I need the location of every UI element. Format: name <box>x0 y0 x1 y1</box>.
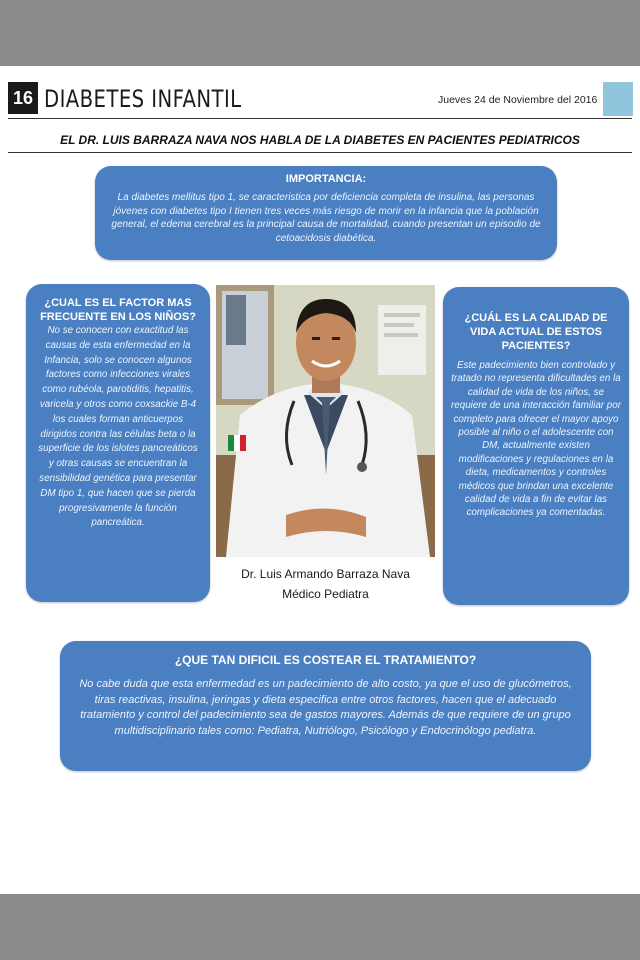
caption-role: Médico Pediatra <box>282 587 369 601</box>
costo-title: ¿QUE TAN DIFICIL ES COSTEAR EL TRATAMIENTO? <box>174 653 477 667</box>
section-title: DIABETES INFANTIL <box>44 85 242 113</box>
header-color-block <box>603 82 633 116</box>
importancia-box <box>95 166 557 260</box>
issue-date: Jueves 24 de Noviembre del 2016 <box>438 94 598 106</box>
headline-rule <box>8 152 632 153</box>
doctor-photo <box>216 285 435 557</box>
header-rule <box>8 118 632 119</box>
page-number: 16 <box>8 82 38 114</box>
factor-text: No se conocen con exactitud las causas de esta enfermedad en la Infancia, solo se conocen algunos factores como infecciones virales como rubéola, parotiditis, hepatitis, varicela y otros como coxsackie B-4 los cuales forman anticuerpos dirigidos contra las células beta o la superficie de los islotes pancreáticos y otras causas se encuentran la sensibilidad genética para presentar DM tipo 1, que hacen que se pierda progresivamente la función pancreática. <box>38 325 198 529</box>
doctor-portrait-illustration <box>216 285 435 557</box>
importancia-text: La diabetes mellitus tipo 1, se caracteristica por deficiencia completa de insulina, las personas jóvenes con diabetes tipo I tienen tres veces más riesgo de morir en la infancia que la población general, el edema cerebral es la principal causa de mortalidad, cuando presentan un episodio de cetoacidosis diabética. <box>111 192 541 244</box>
calidad-box <box>443 287 629 605</box>
costo-text: No cabe duda que esta enfermedad es un padecimiento de alto costo, ya que el uso de glucómetros, tiras reactivas, insulina, jeringas y dieta especifica entre otros factores, hacen que el adecuado tratamiento y control del padecimiento sea de gastos mayores. Además de que requiere de un grupo multidisciplinario tales como: Pediatra, Nutriólogo, Psicólogo y Endocrinólogo pediatra. <box>79 678 572 737</box>
calidad-title: ¿CUÁL ES LA CALIDAD DE VIDA ACTUAL DE ESTOS PACIENTES? <box>464 312 608 352</box>
costo-box <box>60 641 591 771</box>
factor-title: ¿CUAL ES EL FACTOR MAS FRECUENTE EN LOS NIÑOS? <box>40 297 196 323</box>
importancia-title: IMPORTANCIA: <box>285 173 367 185</box>
factor-box <box>26 284 210 602</box>
calidad-text: Este padecimiento bien controlado y tratado no representa dificultades en la calidad de vida de los niños, se requiere de una interacción familiar por completo para ofrecer el mayor apoyo posible al niño o el adolescente con DM, actualmente existen modificaciones y regulaciones en la dieta, medicamentos y controles médicos que brindan una excelente calidad de vida a fin de evitar las complicaciones ya comentadas. <box>451 360 621 519</box>
caption-name: Dr. Luis Armando Barraza Nava <box>241 567 410 581</box>
page-header <box>0 66 640 126</box>
photo-caption <box>216 564 435 604</box>
magazine-page <box>0 66 640 894</box>
article-headline: EL DR. LUIS BARRAZA NAVA NOS HABLA DE LA DIABETES EN PACIENTES PEDIATRICOS <box>60 133 580 147</box>
